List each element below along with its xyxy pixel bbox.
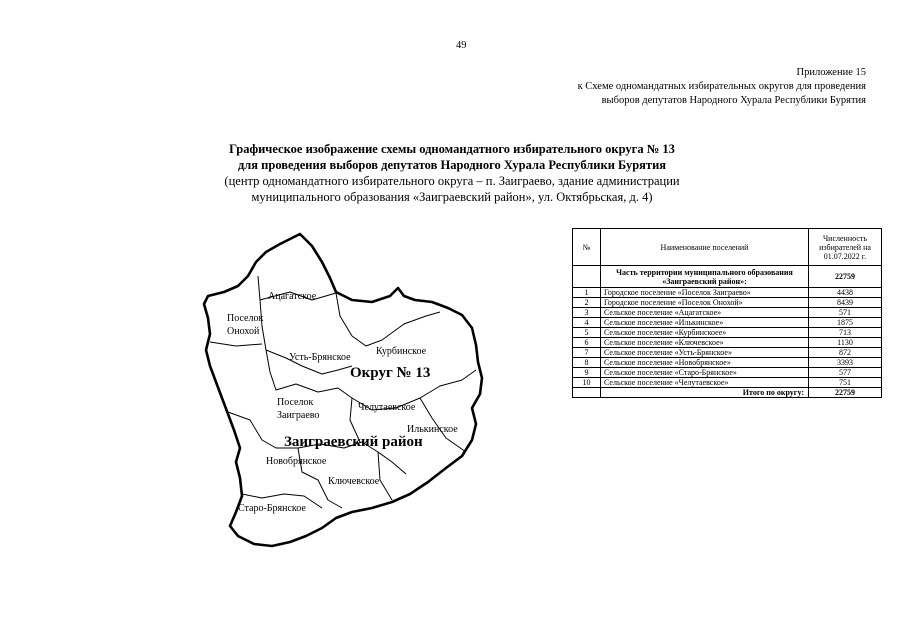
row-name: Городское поселение «Поселок Онохой» <box>601 298 809 308</box>
voters-table-container <box>572 228 871 398</box>
row-name: Городское поселение «Поселок Заиграево» <box>601 288 809 298</box>
title-line-2: для проведения выборов депутатов Народного Хурала Республики Бурятия <box>237 158 667 172</box>
row-voters: 3393 <box>809 358 882 368</box>
map-label-onokhoy-line-1: Поселок <box>227 313 264 324</box>
row-num: 2 <box>573 298 601 308</box>
map-label-district: Округ № 13 <box>350 365 431 381</box>
row-voters: 571 <box>809 308 882 318</box>
row-voters: 872 <box>809 348 882 358</box>
row-voters: 751 <box>809 378 882 388</box>
row-name: Сельское поселение «Усть-Брянское» <box>601 348 809 358</box>
map-label-onokhoy-line-2: Онохой <box>227 326 260 337</box>
table-row <box>573 348 882 358</box>
map-label-chelutaevskoe: Челутаевское <box>358 402 416 413</box>
row-name: Сельское поселение «Курбинскоее» <box>601 328 809 338</box>
title-line-1: Графическое изображение схемы одномандатного избирательного округа № 13 <box>229 142 675 156</box>
part-voters: 22759 <box>809 266 882 288</box>
table-row <box>573 358 882 368</box>
row-voters: 4438 <box>809 288 882 298</box>
map-label-region: Заиграевский район <box>284 434 423 450</box>
table-total-row <box>573 388 882 398</box>
map-label-zaigraevo-line-2: Заиграево <box>277 410 320 421</box>
appendix-line-3: выборов депутатов Народного Хурала Республики Бурятия <box>601 95 866 106</box>
settlement-boundary <box>378 452 392 500</box>
row-num: 8 <box>573 358 601 368</box>
table-row <box>573 308 882 318</box>
row-name: Сельское поселение «Старо-Брянское» <box>601 368 809 378</box>
settlement-boundary <box>210 342 262 346</box>
title-line-4: муниципального образования «Заиграевский район», ул. Октябрьская, д. 4) <box>251 190 653 204</box>
part-num <box>573 266 601 288</box>
map-label-staro-bryanskoe: Старо-Брянское <box>238 503 306 514</box>
map-label-klyuchevskoe: Ключевское <box>328 476 380 487</box>
map-label-zaigraevo-line-1: Поселок <box>277 397 314 408</box>
row-voters: 1875 <box>809 318 882 328</box>
row-name: Сельское поселение «Ацагатское» <box>601 308 809 318</box>
total-label: Итого по округу: <box>601 388 809 398</box>
row-num: 9 <box>573 368 601 378</box>
table-row <box>573 338 882 348</box>
table-part-row <box>573 266 882 288</box>
row-voters: 8439 <box>809 298 882 308</box>
row-name: Сельское поселение «Илькинское» <box>601 318 809 328</box>
table-row <box>573 368 882 378</box>
total-num <box>573 388 601 398</box>
row-num: 7 <box>573 348 601 358</box>
row-voters: 713 <box>809 328 882 338</box>
map-label-ust-bryanskoe: Усть-Брянское <box>289 352 351 363</box>
header-name: Наименование поселений <box>601 229 809 266</box>
table-row <box>573 288 882 298</box>
settlement-boundaries <box>210 276 476 508</box>
row-name: Сельское поселение «Новобрянское» <box>601 358 809 368</box>
header-voters: Численность избирателей на 01.07.2022 г. <box>809 229 882 266</box>
page-number: 49 <box>456 40 467 51</box>
row-num: 1 <box>573 288 601 298</box>
map-label-atsagatskoe: Ацагатское <box>268 291 317 302</box>
part-name: Часть территории муниципального образования «Заиграевский район»: <box>601 266 809 288</box>
table-row <box>573 318 882 328</box>
row-name: Сельское поселение «Ключевское» <box>601 338 809 348</box>
row-voters: 577 <box>809 368 882 378</box>
table-header-row <box>573 229 882 266</box>
appendix-line-1: Приложение 15 <box>796 67 866 78</box>
district-outline <box>204 234 482 546</box>
row-num: 10 <box>573 378 601 388</box>
row-num: 4 <box>573 318 601 328</box>
table-row <box>573 328 882 338</box>
row-name: Сельское поселение «Челутаевское» <box>601 378 809 388</box>
table-row <box>573 298 882 308</box>
appendix-line-2: к Схеме одномандатных избирательных округов для проведения <box>577 81 866 92</box>
voters-table <box>572 228 882 398</box>
map-label-ilkinskoe: Илькинское <box>407 424 458 435</box>
total-voters: 22759 <box>809 388 882 398</box>
map-label-kurbinskoe: Курбинское <box>376 346 427 357</box>
title-line-3: (центр одномандатного избирательного округа – п. Заиграево, здание администрации <box>224 174 680 188</box>
map-label-novobryanskoe: Новобрянское <box>266 456 327 467</box>
row-voters: 1130 <box>809 338 882 348</box>
table-row <box>573 378 882 388</box>
row-num: 5 <box>573 328 601 338</box>
row-num: 3 <box>573 308 601 318</box>
header-num: № <box>573 229 601 266</box>
row-num: 6 <box>573 338 601 348</box>
